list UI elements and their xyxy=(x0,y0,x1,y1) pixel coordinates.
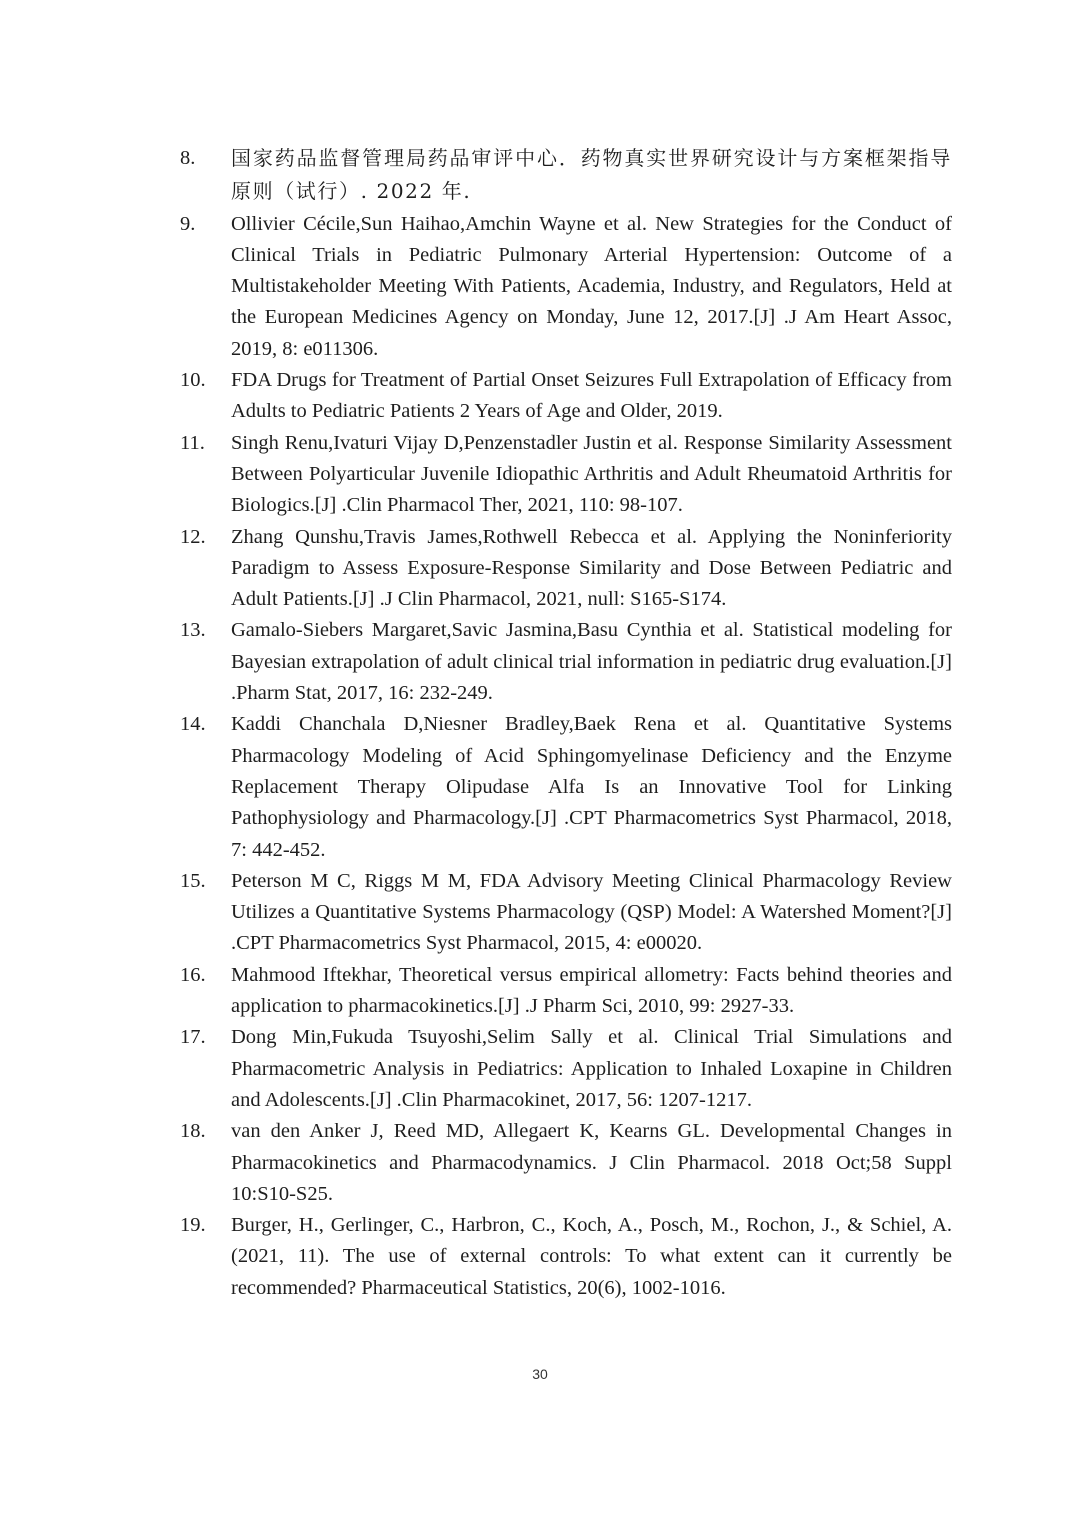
reference-item xyxy=(180,365,952,428)
reference-number: 9. xyxy=(180,212,196,235)
reference-item xyxy=(180,209,952,365)
reference-text: van den Anker J, Reed MD, Allegaert K, Kearns GL. Developmental Changes in Pharmacokinetics and Pharmacodynamics. J Clin Pharmacol. 2018 Oct;58 Suppl 10:S10-S25. xyxy=(231,1120,952,1205)
reference-text: Zhang Qunshu,Travis James,Rothwell Rebecca et al. Applying the Noninferiority Paradigm to Assess Exposure-Response Similarity and Dose Between Pediatric and Adult Patients.[J] .J Clin Pharmacol, 2021, null: S165-S174. xyxy=(231,525,952,611)
reference-text: 国家药品监督管理局药品审评中心．药物真实世界研究设计与方案框架指导原则（试行）. 2022 年. xyxy=(231,146,952,204)
reference-item xyxy=(180,709,952,865)
reference-number: 10. xyxy=(180,369,206,392)
reference-text: Singh Renu,Ivaturi Vijay D,Penzenstadler Justin et al. Response Similarity Assessment Between Polyarticular Juvenile Idiopathic Arthritis and Adult Rheumatoid Arthritis for Biologics.[J] .Clin Pharmacol Ther, 2021, 110: 98-107. xyxy=(231,431,952,517)
reference-item xyxy=(180,866,952,960)
reference-list xyxy=(180,142,952,1304)
reference-number: 19. xyxy=(180,1214,206,1237)
reference-item xyxy=(180,615,952,709)
reference-item xyxy=(180,522,952,616)
reference-number: 8. xyxy=(180,147,196,169)
reference-text: Dong Min,Fukuda Tsuyoshi,Selim Sally et al. Clinical Trial Simulations and Pharmacometric Analysis in Pediatrics: Application to Inhaled Loxapine in Children and Adolescents.[J] .Clin Pharmacokinet, 2017, 56: 1207-1217. xyxy=(231,1026,952,1111)
reference-text: Gamalo-Siebers Margaret,Savic Jasmina,Basu Cynthia et al. Statistical modeling for Bayesian extrapolation of adult clinical trial information in pediatric drug evaluation.[J] .Pharm Stat, 2017, 16: 232-249. xyxy=(231,619,952,705)
reference-text: Ollivier Cécile,Sun Haihao,Amchin Wayne et al. New Strategies for the Conduct of Clinical Trials in Pediatric Pulmonary Arterial Hypertension: Outcome of a Multistakeholder Meeting With Patients, Academia, Industry, and Regulators, Held at the European Medicines Agency on Monday, June 12, 2017.[J] .J Am Heart Assoc, 2019, 8: e011306. xyxy=(231,212,952,360)
reference-text: FDA Drugs for Treatment of Partial Onset Seizures Full Extrapolation of Efficacy from Adults to Pediatric Patients 2 Years of Age and Older, 2019. xyxy=(231,369,952,423)
reference-text: Mahmood Iftekhar, Theoretical versus empirical allometry: Facts behind theories and application to pharmacokinetics.[J] .J Pharm Sci, 2010, 99: 2927-33. xyxy=(231,963,952,1018)
reference-item xyxy=(180,960,952,1023)
reference-number: 16. xyxy=(180,963,206,986)
reference-number: 13. xyxy=(180,619,206,642)
reference-item xyxy=(180,1022,952,1116)
reference-text: Kaddi Chanchala D,Niesner Bradley,Baek Rena et al. Quantitative Systems Pharmacology Modeling of Acid Sphingomyelinase Deficiency and the Enzyme Replacement Therapy Olipudase Alfa Is an Innovative Tool for Linking Pathophysiology and Pharmacology.[J] .CPT Pharmacometrics Syst Pharmacol, 2018, 7: 442-452. xyxy=(231,713,952,861)
reference-item xyxy=(180,1210,952,1304)
reference-text: Burger, H., Gerlinger, C., Harbron, C., Koch, A., Posch, M., Rochon, J., & Schiel, A. (2021, 11). The use of external controls: To what extent can it currently be recommended? Pharmaceutical Statistics, 20(6), 1002-1016. xyxy=(231,1214,952,1299)
reference-item xyxy=(180,142,952,209)
reference-item xyxy=(180,428,952,522)
reference-number: 17. xyxy=(180,1026,206,1049)
reference-number: 14. xyxy=(180,713,206,736)
reference-number: 11. xyxy=(180,431,205,454)
reference-item xyxy=(180,1116,952,1210)
page-number: 30 xyxy=(532,1366,548,1382)
reference-number: 12. xyxy=(180,525,206,548)
reference-text: Peterson M C, Riggs M M, FDA Advisory Meeting Clinical Pharmacology Review Utilizes a Quantitative Systems Pharmacology (QSP) Model: A Watershed Moment?[J] .CPT Pharmacometrics Syst Pharmacol, 2015, 4: e00020. xyxy=(231,869,952,955)
reference-number: 15. xyxy=(180,869,206,892)
reference-number: 18. xyxy=(180,1120,206,1143)
